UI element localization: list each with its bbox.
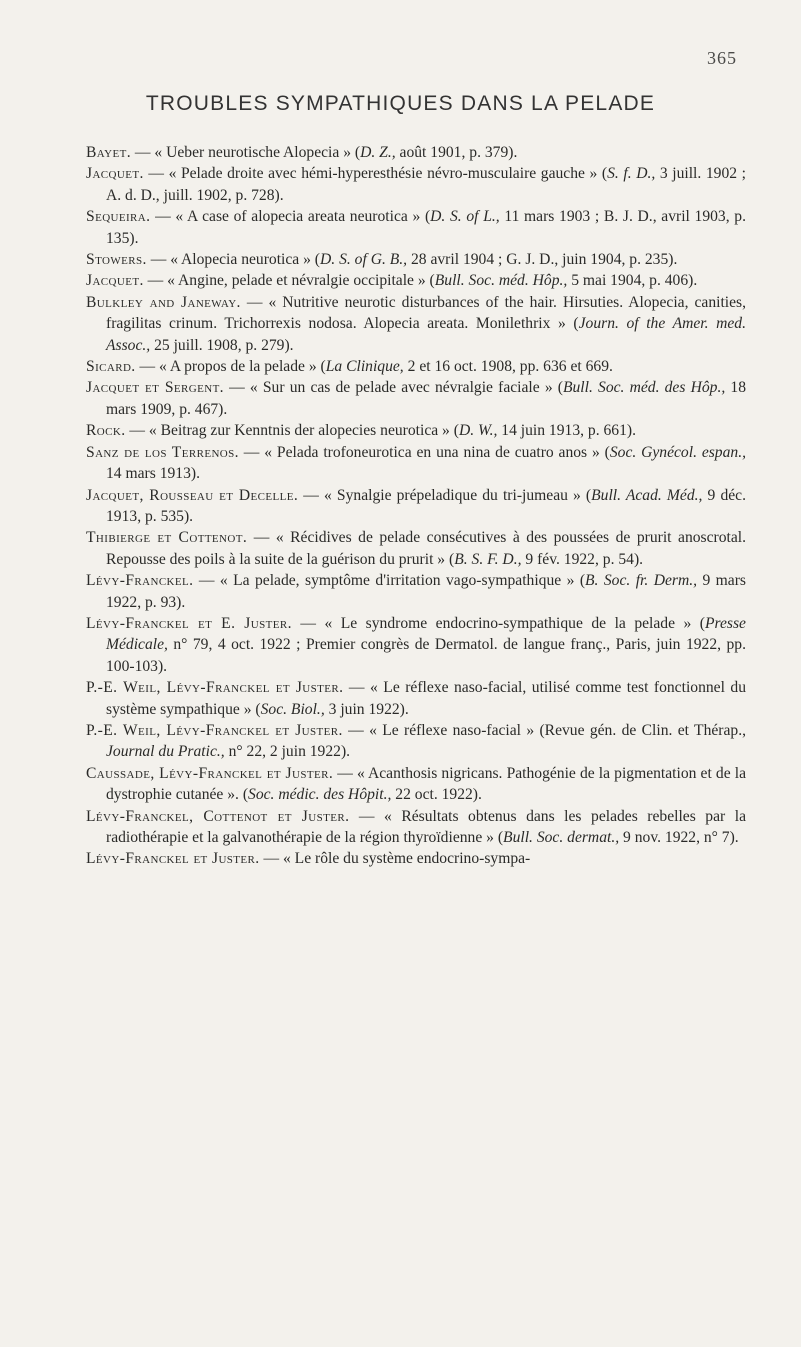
reference-text: — « Sur un cas de pelade avec névralgie faciale » (	[224, 379, 563, 397]
reference-author: Caussade, Lévy-Franckel et Juster.	[86, 764, 334, 782]
reference-entry	[86, 763, 746, 806]
reference-author: Bulkley and Janeway.	[86, 293, 241, 311]
reference-source: Presse Médicale,	[106, 614, 746, 654]
reference-author: Sicard.	[86, 358, 136, 376]
reference-text: 9 déc. 1913, p. 535).	[106, 486, 746, 525]
reference-author: Jacquet et Sergent.	[86, 379, 224, 397]
reference-text: 5 mai 1904, p. 406).	[567, 272, 698, 290]
reference-text: — « Récidives de pelade consécutives à des poussées de prurit anoscrotal. Repousse des poils à la suite de la guérison du prurit » (	[106, 529, 746, 568]
reference-author: Bayet.	[86, 144, 132, 161]
reference-text: — « Acanthosis nigricans. Pathogénie de la pigmentation et de la dystrophie cutanée ». (	[106, 764, 746, 804]
reference-author: Lévy-Franckel.	[86, 572, 194, 590]
reference-text: — « Alopecia neurotica » (	[146, 251, 321, 269]
reference-entry	[86, 292, 746, 356]
reference-author: Lévy-Franckel et E. Juster.	[86, 614, 292, 632]
reference-author: Lévy-Franckel et Juster.	[86, 850, 260, 868]
reference-source: Soc. Biol.,	[260, 700, 325, 718]
reference-text: — « Synalgie prépeladique du tri-jumeau » (	[298, 486, 592, 504]
reference-entry	[86, 677, 746, 720]
reference-source: Bull. Acad. Méd.,	[591, 486, 703, 504]
reference-text: 22 oct. 1922).	[391, 786, 482, 804]
reference-text: — « A propos de la pelade » (	[135, 358, 326, 376]
reference-text: 9 fév. 1922, p. 54).	[521, 550, 644, 568]
reference-text: 2 et 16 oct. 1908, pp. 636 et 669.	[403, 358, 613, 376]
reference-text: 9 mars 1922, p. 93).	[106, 572, 746, 611]
page-number: 365	[707, 48, 737, 68]
reference-entry	[86, 420, 746, 441]
reference-entry	[86, 442, 746, 485]
reference-author: Sequeira.	[86, 208, 151, 226]
reference-text: — « A case of alopecia areata neurotica » (	[150, 208, 431, 226]
reference-entry	[86, 377, 746, 420]
reference-text: 14 juin 1913, p. 661).	[497, 422, 636, 440]
reference-entry	[86, 527, 746, 570]
reference-source: Bull. Soc. méd. des Hôp.,	[562, 379, 726, 397]
reference-text: 14 mars 1913).	[106, 465, 200, 483]
reference-author: Jacquet, Rousseau et Decelle.	[86, 486, 299, 504]
reference-entry	[86, 848, 746, 869]
reference-text: 9 nov. 1922, n° 7).	[619, 829, 739, 846]
reference-author: Jacquet.	[86, 272, 144, 290]
reference-text: n° 22, 2 juin 1922).	[224, 743, 351, 761]
reference-text: août 1901, p. 379).	[395, 144, 518, 161]
reference-source: Journ. of the Amer. med. Assoc.,	[106, 315, 746, 354]
reference-entry	[86, 806, 746, 849]
reference-entry	[86, 485, 746, 528]
reference-source: Bull. Soc. dermat.,	[503, 829, 620, 846]
reference-text: 11 mars 1903 ; B. J. D., avril 1903, p. 135).	[106, 208, 746, 247]
reference-author: Lévy-Franckel, Cottenot et Juster.	[86, 807, 350, 825]
reference-entry	[86, 720, 746, 763]
reference-text: — « Beitrag zur Kenntnis der alopecies neurotica » (	[125, 422, 459, 440]
reference-source: S. f. D.,	[607, 165, 656, 183]
reference-text: — « Nutritive neurotic disturbances of the hair. Hirsuties. Alopecia, canities, fragilitas crinum. Trichorrexis nodosa. Alopecia areata. Monilethrix » (	[106, 293, 747, 333]
reference-text: — « Ueber neurotische Alopecia » (	[131, 144, 361, 161]
reference-text: — « Le rôle du système endocrino-sympa-	[259, 850, 531, 868]
reference-entry	[86, 206, 746, 249]
reference-text: — « La pelade, symptôme d'irritation vago-sympathique » (	[193, 572, 586, 590]
reference-author: Sanz de los Terrenos.	[86, 443, 239, 461]
reference-source: D. S. of L.,	[430, 208, 500, 226]
reference-source: B. S. F. D.,	[454, 550, 522, 568]
reference-source: D. Z.,	[360, 144, 396, 161]
reference-text: — « Le syndrome endocrino-sympathique de la pelade » (	[291, 614, 705, 632]
reference-entry	[86, 142, 746, 163]
reference-entry	[86, 570, 746, 613]
reference-text: — « Pelada trofoneurotica en una nina de cuatro anos » (	[238, 443, 610, 461]
reference-text: 3 juill. 1902 ; A. d. D., juill. 1902, p. 728).	[106, 165, 746, 204]
reference-text: 18 mars 1909, p. 467).	[106, 379, 747, 418]
reference-author: P.-E. Weil, Lévy-Franckel et Juster.	[86, 721, 343, 739]
reference-entry	[86, 356, 746, 377]
reference-source: Soc. médic. des Hôpit.,	[248, 786, 392, 804]
reference-entry	[86, 249, 746, 270]
reference-text: — « Le réflexe naso-facial » (Revue gén. de Clin. et Thérap.,	[342, 721, 746, 739]
reference-author: Jacquet.	[86, 165, 144, 183]
reference-text: 28 avril 1904 ; G. J. D., juin 1904, p. 235).	[407, 251, 678, 269]
reference-text: — « Angine, pelade et névralgie occipitale » (	[143, 272, 435, 290]
running-head: TROUBLES SYMPATHIQUES DANS LA PELADE	[145, 92, 656, 115]
reference-text: n° 79, 4 oct. 1922 ; Premier congrès de Dermatol. de langue franç., Paris, juin 1922, pp. 100-103).	[106, 636, 746, 675]
reference-source: B. Soc. fr. Derm.,	[585, 572, 698, 590]
reference-text: — « Le réflexe naso-facial, utilisé comme test fonctionnel du système sympathique » (	[106, 679, 746, 718]
reference-source: Soc. Gynécol. espan.,	[609, 443, 746, 461]
reference-text: — « Résultats obtenus dans les pelades rebelles par la radiothérapie et la galvanothérapie de la région thyroïdienne » (	[106, 807, 746, 846]
reference-source: D. W.,	[458, 422, 498, 440]
reference-author: Thibierge et Cottenot.	[86, 529, 248, 547]
reference-text: 3 juin 1922).	[324, 700, 409, 718]
reference-author: Stowers.	[86, 251, 147, 269]
reference-entry	[86, 613, 746, 677]
reference-source: La Clinique,	[325, 358, 404, 376]
reference-list	[86, 142, 746, 870]
reference-source: Bull. Soc. méd. Hôp.,	[434, 272, 568, 290]
reference-entry	[86, 163, 746, 206]
reference-text: — « Pelade droite avec hémi-hyperesthésie névro-musculaire gauche » (	[143, 165, 608, 183]
reference-author: Rock.	[86, 422, 126, 440]
reference-entry	[86, 270, 746, 291]
reference-source: D. S. of G. B.,	[320, 251, 408, 269]
reference-author: P.-E. Weil, Lévy-Franckel et Juster.	[86, 679, 344, 697]
reference-source: Journal du Pratic.,	[106, 743, 225, 761]
reference-text: 25 juill. 1908, p. 279).	[150, 336, 294, 354]
